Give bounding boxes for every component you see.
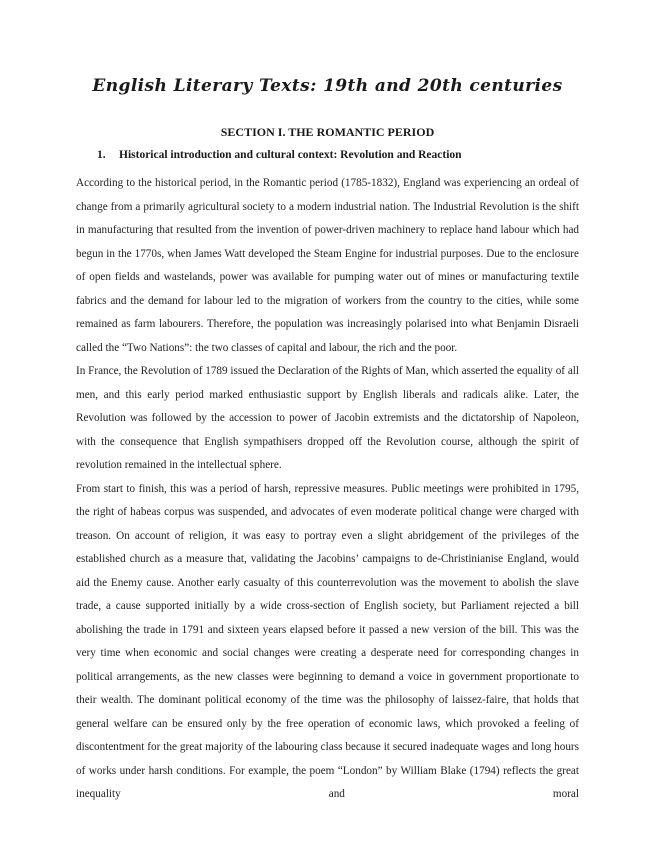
paragraph-industrial-revolution: According to the historical period, in the Romantic period (1785-1832), England was experiencing an ordeal of change from a primarily agricultural society to a modern industrial nation. The Industrial Revolution is the shift in manufacturing that resulted from the invention of power-driven machinery to replace hand labour which had begun in the 1770s, when James Watt developed the Steam Engine for industrial purposes. Due to the enclosure of open fields and wastelands, power was available for pumping water out of mines or manufacturing textile fabrics and the demand for labour led to the migration of workers from the country to the cities, while some remained as farm labourers. Therefore, the population was increasingly polarised into what Benjamin Disraeli called the “Two Nations”: the two classes of capital and labour, the rich and the poor. — [76, 177, 579, 354]
subsection-number: 1. — [97, 149, 106, 161]
body-text — [76, 172, 579, 807]
paragraph-french-revolution: In France, the Revolution of 1789 issued the Declaration of the Rights of Man, which asserted the equality of all men, and this early period marked enthusiastic support by English liberals and radicals alike. Later, the Revolution was followed by the accession to power of Jacobin extremists and the dictatorship of Napoleon, with the consequence that English sympathisers dropped off the Revolution course, although the spirit of revolution remained in the intellectual sphere. — [76, 365, 580, 471]
document-title: English Literary Texts: 19th and 20th centuries — [92, 76, 563, 96]
paragraph-repressive-measures: From start to finish, this was a period of harsh, repressive measures. Public meetings were prohibited in 1795, the right of habeas corpus was suspended, and advocates of even moderate political change were charged with treason. On account of religion, it was easy to portray even a slight abridgement of the privileges of the established church as a measure that, validating the Jacobins’ campaigns to de-Christinianise England, would aid the Enemy cause. Another early casualty of this counterrevolution was the movement to abolish the slave trade, a cause supported initially by a wide cross-section of English society, but Parliament rejected a bill abolishing the trade in 1791 and sixteen years elapsed before it passed a new version of the bill. This was the very time when economic and social changes were creating a desperate need for corresponding changes in political arrangements, as the new classes were beginning to demand a voice in government proportionate to their wealth. The dominant political economy of the time was the philosophy of laissez-faire, that holds that general welfare can be ensured only by the free operation of economic laws, which provoked a feeling of discontentment for the great majority of the labouring class because it secured inadequate wages and long hours of works under harsh conditions. For example, the poem “London” by William Blake (1794) reflects the great inequality and moral — [76, 482, 579, 800]
subsection-title: Historical introduction and cultural context: Revolution and Reaction — [119, 149, 462, 161]
subsection-heading — [97, 149, 462, 161]
section-heading: SECTION I. THE ROMANTIC PERIOD — [220, 125, 435, 139]
